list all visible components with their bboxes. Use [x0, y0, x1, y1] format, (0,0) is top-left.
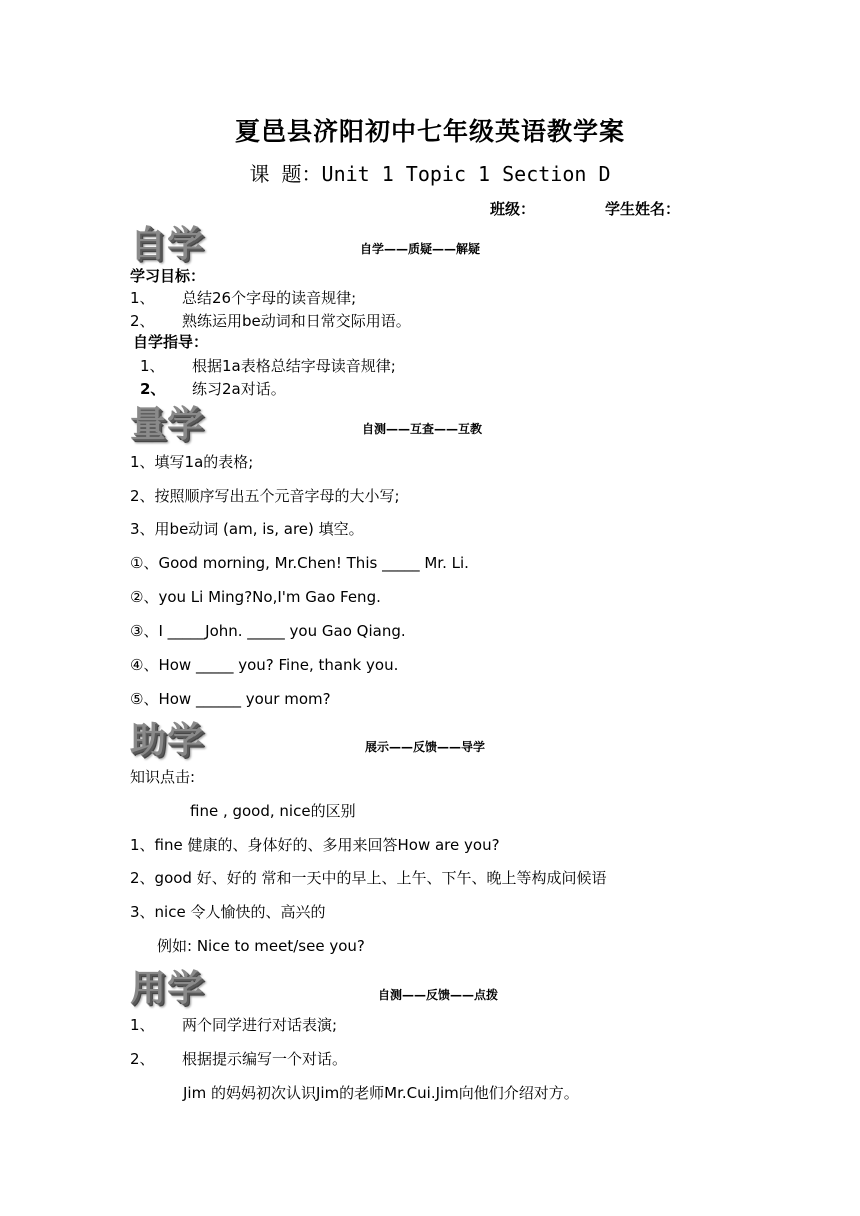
section-heading-liangxue: 量学 — [130, 403, 205, 445]
knowledge-item: 1、fine 健康的、身体好的、多用来回答How are you? — [130, 836, 500, 854]
fill-blank-item: ①、Good morning, Mr.Chen! This _____ Mr. Li. — [130, 554, 469, 572]
section-heading-yongxue: 用学 — [130, 967, 205, 1009]
page-title: 夏邑县济阳初中七年级英语教学案 — [234, 117, 625, 146]
section-motto-yongxue: 自测——反馈——点拨 — [378, 988, 499, 1002]
section-motto-liangxue: 自测——互查——互教 — [362, 422, 483, 436]
student-name-label: 学生姓名： — [605, 200, 681, 218]
fill-blank-item: ②、you Li Ming?No,I'm Gao Feng. — [130, 588, 381, 606]
class-student-line — [490, 198, 680, 219]
practice-item: 2、 根据提示编写一个对话。 — [130, 1050, 348, 1068]
section-motto-zhuxue: 展示——反馈——导学 — [365, 740, 486, 754]
guide-label: 自学指导： — [133, 333, 209, 351]
goals-label: 学习目标： — [130, 267, 206, 285]
exercise-item: 3、用be动词 (am, is, are) 填空。 — [130, 520, 364, 538]
fill-blank-item: ④、How _____ you? Fine, thank you. — [130, 656, 399, 674]
class-label: 班级： — [490, 200, 536, 218]
goal-item: 1、 总结26个字母的读音规律; — [130, 289, 357, 307]
lesson-subtitle: 课 题：Unit 1 Topic 1 Section D — [249, 162, 611, 186]
knowledge-intro: fine , good, nice的区别 — [190, 802, 356, 820]
guide-item: 2、 练习2a对话。 — [140, 380, 286, 398]
goal-item: 2、 熟练运用be动词和日常交际用语。 — [130, 312, 411, 330]
knowledge-label: 知识点击: — [130, 768, 196, 786]
guide-item: 1、 根据1a表格总结字母读音规律; — [140, 357, 396, 375]
knowledge-item: 2、good 好、好的 常和一天中的早上、上午、下午、晚上等构成问候语 — [130, 869, 607, 887]
exercise-item: 1、填写1a的表格; — [130, 453, 254, 471]
fill-blank-item: ③、I _____John. _____ you Gao Qiang. — [130, 622, 406, 640]
practice-item: 1、 两个同学进行对话表演; — [130, 1016, 338, 1034]
fill-blank-item: ⑤、How ______ your mom? — [130, 690, 331, 708]
practice-note: Jim 的妈妈初次认识Jim的老师Mr.Cui.Jim向他们介绍对方。 — [183, 1084, 579, 1102]
exercise-item: 2、按照顺序写出五个元音字母的大小写; — [130, 487, 400, 505]
section-heading-zixue: 自学 — [130, 223, 205, 265]
knowledge-example: 例如: Nice to meet/see you? — [157, 937, 365, 955]
section-motto-zixue: 自学——质疑——解疑 — [360, 242, 481, 256]
knowledge-item: 3、nice 令人愉快的、高兴的 — [130, 903, 326, 921]
section-heading-zhuxue: 助学 — [130, 719, 205, 761]
